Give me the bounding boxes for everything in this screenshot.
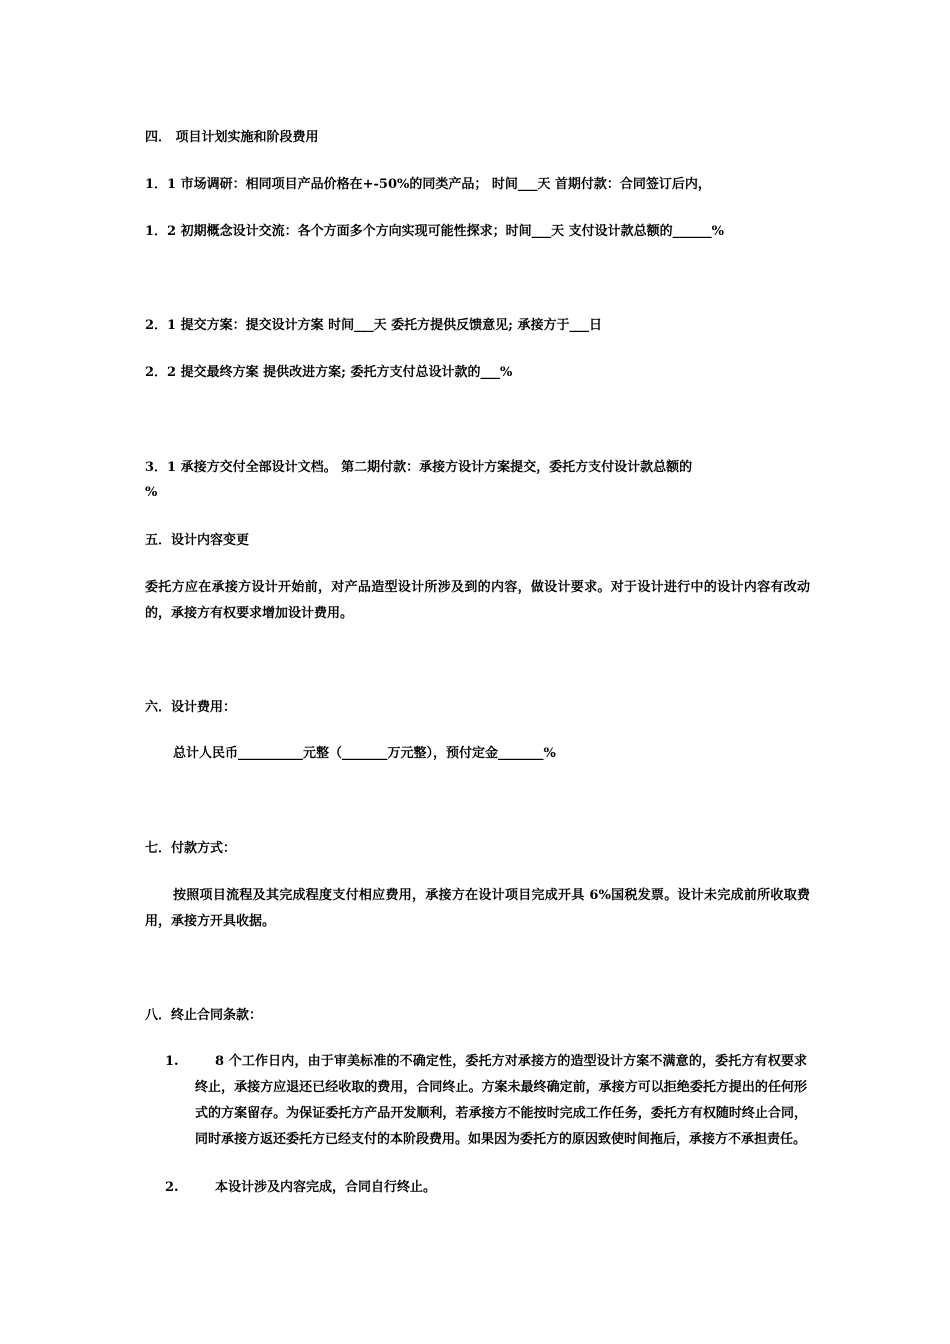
item-2-2-final-proposal: 2．2 提交最终方案 提供改进方案; 委托方支付总设计款的___% [145, 365, 513, 380]
list-item-number: 2. [165, 1180, 179, 1195]
list-item-text: 本设计涉及内容完成，合同自行终止。 [215, 1180, 437, 1195]
section-6-heading: 六．设计费用： [145, 700, 237, 715]
section-6-body: 总计人民币__________元整（_______万元整），预付定金_______% [173, 746, 556, 761]
item-3-1-deliver-documents: 3．1 承接方交付全部设计文档。 第二期付款：承接方设计方案提交，委托方支付设计款总额的 [145, 460, 693, 475]
item-1-1-market-research: 1．1 市场调研：相同项目产品价格在+-50%的同类产品； 时间___天 首期付款：合同签订后内， [145, 177, 711, 192]
item-3-1-percent: % [145, 485, 158, 500]
list-item-text: 8 个工作日内，由于审美标准的不确定性，委托方对承接方的造型设计方案不满意的，委托方有权要求终止，承接方应退还已经收取的费用，合同终止。方案未最终确定前，承接方可以拒绝委托方提出的任何形式的方案留存。为保证委托方产品开发顺利，若承接方不能按时完成工作任务，委托方有权随时终止合同，同时承接方返还委托方已经支付的本阶段费用。如果因为委托方的原因致使时间拖后，承接方不承担责任。 [195, 1054, 807, 1147]
list-item-number: 1. [165, 1054, 179, 1069]
list-item [0, 1049, 950, 1179]
section-5-body: 委托方应在承接方设计开始前，对产品造型设计所涉及到的内容，做设计要求。对于设计进行中的设计内容有改动的，承接方有权要求增加设计费用。 [145, 580, 810, 621]
section-4-heading: 四． 项目计划实施和阶段费用 [145, 130, 319, 145]
section-8-heading: 八．终止合同条款： [145, 1008, 263, 1023]
list-item [0, 1175, 950, 1201]
section-7-heading: 七．付款方式： [145, 841, 237, 856]
section-5-heading: 五．设计内容变更 [145, 533, 250, 548]
section-7-body: 按照项目流程及其完成程度支付相应费用，承接方在设计项目完成开具 6%国税发票。设计未完成前所收取费用，承接方开具收据。 [145, 888, 810, 929]
item-1-2-initial-concept: 1．2 初期概念设计交流：各个方面多个方向实现可能性探求；时间___天 支付设计款总额的______% [145, 224, 724, 239]
item-2-1-submit-proposal: 2．1 提交方案：提交设计方案 时间___天 委托方提供反馈意见; 承接方于___日 [145, 318, 602, 333]
